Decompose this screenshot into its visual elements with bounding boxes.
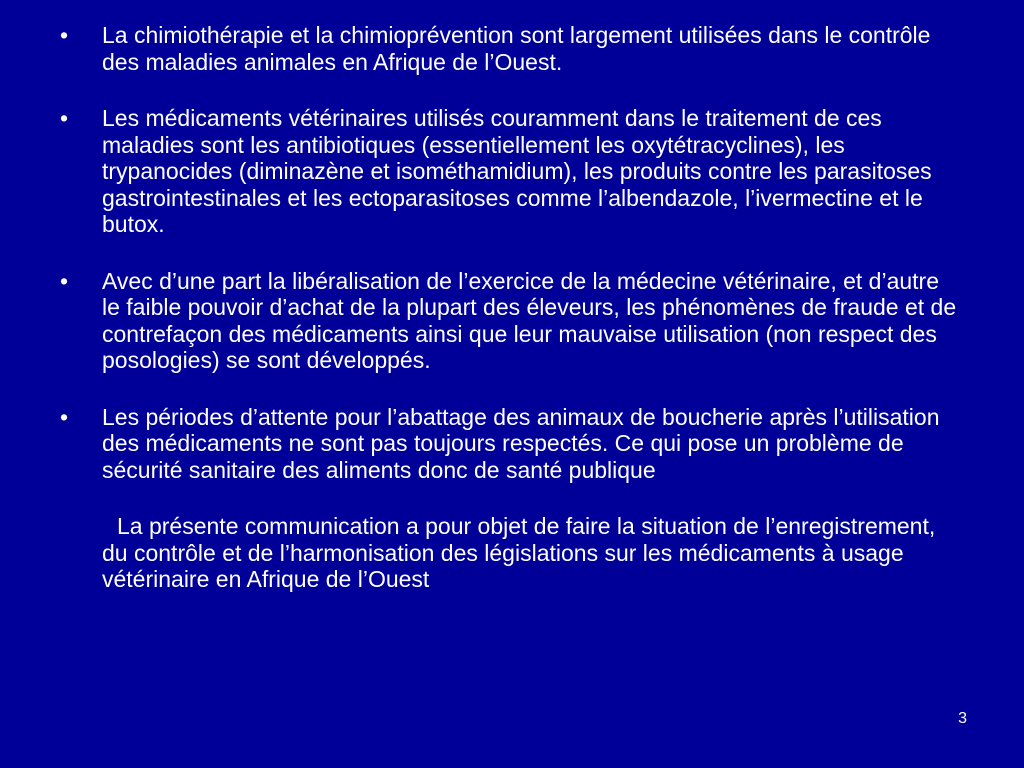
- bullet-text: Avec d’une part la libéralisation de l’exercice de la médecine vétérinaire, et d’autre le faible pouvoir d’achat de la plupart des éleveurs, les phénomènes de fraude et de contrefaçon des médicaments ainsi que leur mauvaise utilisation (non respect des posologies) se sont développés.: [102, 267, 957, 373]
- bullet-item-4: [60, 404, 960, 484]
- bullet-marker: •: [60, 267, 69, 294]
- bullet-marker: •: [60, 403, 69, 430]
- bullet-item-2: [60, 105, 960, 238]
- bullet-text: Les périodes d’attente pour l’abattage des animaux de boucherie après l’utilisation des médicaments ne sont pas toujours respectés. Ce qui pose un problème de sécurité sanitaire des aliments donc de santé publique: [102, 403, 940, 483]
- bullet-text: La chimiothérapie et la chimioprévention sont largement utilisées dans le contrôle des maladies animales en Afrique de l’Ouest.: [102, 22, 931, 75]
- slide-number: 3: [958, 710, 967, 727]
- bullet-marker: •: [60, 105, 69, 131]
- bullet-item-3: [60, 268, 960, 374]
- bullet-item-1: [60, 22, 960, 75]
- closing-paragraph: La présente communication a pour objet de faire la situation de l’enregistrement, du contrôle et de l’harmonisation des législations sur les médicaments à usage vétérinaire en Afrique de l’Ouest: [102, 513, 936, 592]
- slide-content: [60, 22, 960, 593]
- bullet-marker: •: [60, 22, 69, 48]
- bullet-text: Les médicaments vétérinaires utilisés couramment dans le traitement de ces maladies sont les antibiotiques (essentiellement les oxytétracyclines), les trypanocides (diminazène et isométhamidium), les produits contre les parasitoses gastrointestinales et les ectoparasitoses comme l’albendazole, l’ivermectine et le butox.: [102, 105, 932, 237]
